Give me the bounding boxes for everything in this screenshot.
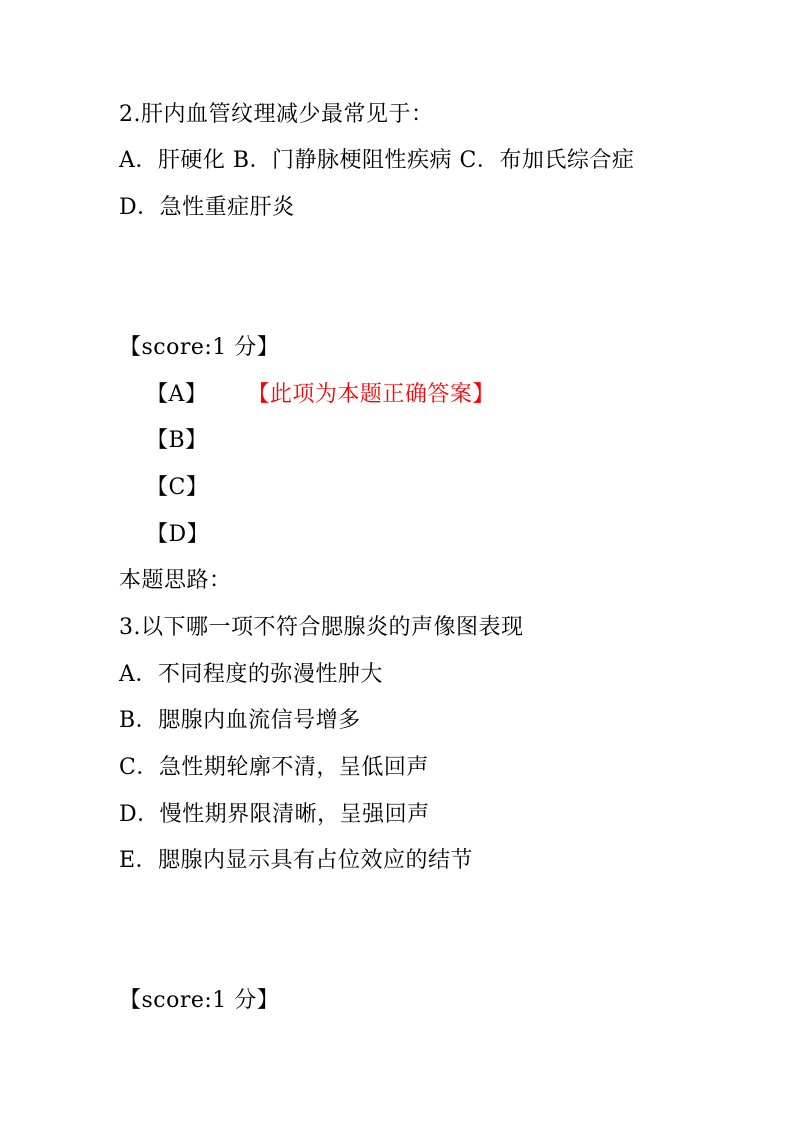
question-3-option-c: C．急性期轮廓不清，呈低回声 [119,755,429,780]
choice-d-label[interactable]: 【D】 [146,522,210,547]
choice-b-label[interactable]: 【B】 [146,428,208,453]
choice-c-label[interactable]: 【C】 [146,475,209,500]
question-2-score: 【score:1 分】 [119,335,280,360]
question-2-options-line-2: D．急性重症肝炎 [119,195,295,220]
choice-a-label[interactable]: 【A】 [146,382,208,407]
question-2-stem: 2.肝内血管纹理减少最常见于： [119,102,434,127]
question-2-options-line-1: A．肝硬化 B．门静脉梗阻性疾病 C．布加氏综合症 [119,148,635,173]
question-3-option-e: E．腮腺内显示具有占位效应的结节 [119,848,474,873]
choice-a-row [146,380,495,410]
analysis-label: 本题思路： [119,568,232,593]
question-3-option-d: D．慢性期界限清晰，呈强回声 [119,802,430,827]
correct-answer-note: 【此项为本题正确答案】 [247,382,495,407]
question-3-score: 【score:1 分】 [119,988,280,1013]
question-3-option-b: B．腮腺内血流信号增多 [119,708,361,733]
question-3-option-a: A．不同程度的弥漫性肿大 [119,662,383,687]
question-3-stem: 3.以下哪一项不符合腮腺炎的声像图表现 [119,615,524,640]
